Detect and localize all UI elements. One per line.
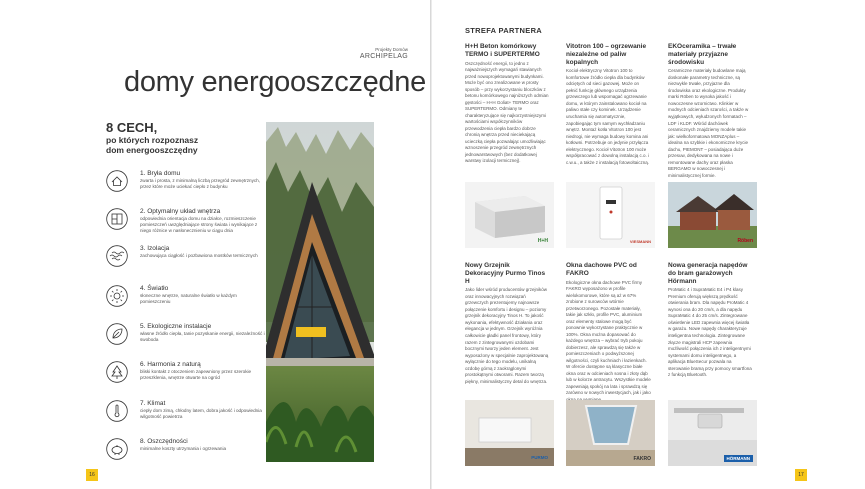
feature-desc: zwarta i prosta, z minimalną liczbą przegród zewnętrznych, przez które może uciekać ciepło z budynku xyxy=(140,178,260,190)
roben-logo: Röben xyxy=(737,238,753,244)
feature-title: 5. Ekologiczne instalacje xyxy=(140,323,212,330)
feature-desc: ciepły dom zimą, chłodny latem, dobra jakość i odpowiednia wilgotność powietrza xyxy=(140,408,262,420)
vitotron-product-image xyxy=(566,182,655,248)
brand-block xyxy=(360,48,408,61)
right-page xyxy=(432,0,865,489)
partner-body: Kocioł elektryczny Vitotron 100 to komfortowe źródło ciepła dla budynków odciętych od sieci gazowej. Może on pełnić funkcję głównego urządzenia grzewczego lub wspomagać ogrzewanie domu, w którym zainstalowano kocioł na paliwo stałe czy kominek. Urządzenie uruchamia się automatycznie, zapobiegając tym samym wychładzaniu wnętrz. Montaż kotła Vitotron 100 jest niedrogi, nie wymaga budowy komina ani kotłowni. Potrzebuje on jedynie przyłącza elektrycznego. Kocioł Vitotron 100 może współpracować z dowolną instalacją c.o. i c.w.u., a także z instalacją fotowoltaiczną. xyxy=(566,68,650,165)
hormann-product-image xyxy=(668,400,757,466)
features-header-line2: po których rozpoznasz xyxy=(106,135,199,145)
fakro-logo: FAKRO xyxy=(633,456,651,462)
thermometer-icon xyxy=(106,400,128,422)
feature-desc: odpowiednia orientacja domu na działce, rozmieszczenie pomieszczeń uwzględniające strony świata i wynikające z niego różnice w nasłonecznieniu w ciągu dnia xyxy=(140,216,258,234)
piggy-bank-icon xyxy=(106,438,128,460)
purmo-logo: PURMO xyxy=(531,455,548,460)
features-header xyxy=(106,120,201,155)
layout-icon xyxy=(106,208,128,230)
insulation-icon xyxy=(106,245,128,267)
feature-title: 6. Harmonia z naturą xyxy=(140,361,201,368)
tree-icon xyxy=(106,361,128,383)
hh-logo: H+H xyxy=(537,238,548,244)
feature-desc: minimalne koszty utrzymania i ogrzewania xyxy=(140,446,227,451)
feature-title: 2. Optymalny układ wnętrza xyxy=(140,208,221,215)
page-number-right: 17 xyxy=(795,469,807,481)
partner-column xyxy=(668,262,753,379)
purmo-product-image xyxy=(465,400,554,466)
feature-title: 8. Oszczędności xyxy=(140,438,188,445)
house-photo xyxy=(266,122,374,462)
feature-desc: własne źródło ciepła, tanie pozyskanie energii, niezależność i swoboda xyxy=(140,331,265,343)
house-icon xyxy=(106,170,128,192)
roben-product-image xyxy=(668,182,757,248)
feature-title: 7. Klimat xyxy=(140,400,166,407)
partner-body: Oszczędność energii, to jedno z najważniejszych wymagań stawianych przed nowoprojektowanymi budynkami. Może być ono zrealizowane w prosty sposób – przy wykorzystaniu bloczków z betonu komórkowego najniższych odmian gęstości – H+H Goliat+ TERMO oraz SUPERTERMO. Odmiany te charakteryzujące się najkorzystniejszymi wartościami współczynników przewodzenia ciepła bardzo dobrze chronią wnętrza przed nieciekającą ucieczką ciepła pozwalając umożliwiając wznoszenie przegród zewnętrznych jednowarstwowych (bez dodatkowej warstwy izolacji termicznej). xyxy=(465,60,549,164)
partner-column xyxy=(566,43,651,166)
hero-title: domy energooszczędne xyxy=(124,66,426,98)
fakro-product-image xyxy=(566,400,655,466)
feature-desc: bliski kontakt z otoczeniem zapewniony przez szerokie przeszklenia, wnętrze otwarte na ogród xyxy=(140,369,252,381)
feature-desc: słoneczne wnętrze, naturalne światło w każdym pomieszczeniu xyxy=(140,293,237,305)
sun-icon xyxy=(106,285,128,307)
feature-title: 4. Światło xyxy=(140,285,169,292)
hormann-logo: HÖRMANN xyxy=(724,455,754,462)
partner-title: Okna dachowe PVC od FAKRO xyxy=(566,262,637,277)
viessmann-logo: VIESMANN xyxy=(629,239,651,244)
brand-subtitle: Projekty Domów xyxy=(375,47,408,52)
partner-title: H+H Beton komórkowy TERMO i SUPERTERMO xyxy=(465,43,540,58)
left-page xyxy=(0,0,430,489)
page-number-left: 16 xyxy=(86,469,98,481)
partner-title: Nowy Grzejnik Dekoracyjny Purmo Tinos H xyxy=(465,262,546,285)
partner-column xyxy=(566,262,651,403)
partner-column xyxy=(465,43,550,165)
partner-column xyxy=(465,262,550,385)
partner-body: Jako lider wśród producentów grzejników oraz innowacyjnych rozwiązań grzewczych prezentujemy najnowsze połączenie komfortu i designu – poziomy grzejnik dekoracyjny Tinos H. To jakość wykonania, efektywność działania oraz elegancja w jednym. Grzejnik wyróżnia całkowicie gładki panel frontowy, który razem z zintegrowanymi ozdobami bocznymi tworzy jeden element. Jest wyposażony w specjalnie zaprojektowaną wyłącznie do tego modelu, unikalną ozdobę górną z zaokrąglonymi prostokątnymi otworami. Razem tworzą piękny, minimalistyczny detal do wnętrza. xyxy=(465,287,549,384)
partner-title: EKOceramika – trwałe materiały przyjazne środowisku xyxy=(668,43,737,66)
feature-title: 3. Izolacja xyxy=(140,245,170,252)
features-header-line3: dom energooszczędny xyxy=(106,145,198,156)
feature-desc: zachowująca ciągłość i pozbawiona mostków termicznych xyxy=(140,253,258,258)
brand-name: ARCHIPELAG xyxy=(359,52,408,60)
leaf-icon xyxy=(106,323,128,345)
partner-column xyxy=(668,43,753,179)
partner-body: Ekologiczne okna dachowe PVC firmy FAKRO wyposażono w profile wielokomorowe, które są aż w 67% zrobione z surowców wtórnie przetworzonego. Pozostałe materiały, takie jak szkło, profile PVC, aluminium oraz elementy stalowe mogą być ponownie wykorzystane praktycznie w 100%. Okna można dopasować do każdego wnętrza – wybrać tryb pokoju dobierzesz, ale sprawdzą się także w pomieszczeniach o podwyższonej wilgotności, czyli kuchniach i łazienkach. W ofercie dostępne są klasyczne białe okna oraz w odcieniach sosna i złoty dąb lub w kolorze antracytu. Wszystkie modele zapewniają spokój na lata i sprawdzą się zarówno w nowych inwestycjach, jak i jako xyxy=(566,279,651,396)
feature-title: 1. Bryła domu xyxy=(140,170,181,177)
features-header-line1: 8 CECH, xyxy=(106,120,158,135)
partner-body: Ceramiczne materiały budowlane mają doskonałe parametry techniczne, są niezwykle trwałe, przyjazne dla środowiska oraz ekologiczne. Produkty marki Röben to wysoka jakość i nowoczesne wzornictwo. Klinkier w modnych odcieniach szarości, a także w wyjątkowych, wyłudzonych formatach – LDF i KLDF. Wśród dachówek ceramicznych znajdziemy modele takie jak: wielkoformatowa MONZAplus – idealna na szybkie i ekonomiczne krycie dachu, PIEMONT – posiadająca duże przesuw, dedykowana na nowe i remontowane dachy oraz płaska BERGAMO w nowoczesnej i minimalistycznej formie. xyxy=(668,68,749,178)
hh-product-image xyxy=(465,182,554,248)
section-title: STREFA PARTNERA xyxy=(465,26,543,35)
partner-body: ProMatic 4 i SupraMatic E4 i P4 klasy Premium oferują większą prędkość otwierania bram. Dla napędu ProMatic 4 wynosi ona do 20 cm/s, a dla napędu SupraMatic 4 do 25 cm/s. Zintegrowane oświetlenie LED zapewnia więcej światła w garażu. Nowe napędy charakteryzuje inteligentna technologia. Zintegrowane złącze magistrali HCP zapewnia możliwość połączenia ich z inteligentnymi systemami domu inteligentnego, a aplikacja BlueSecur pozwala na sterowanie bramą przy pomocy smartfona z funkcją Bluetooth. xyxy=(668,287,752,378)
partner-title: Nowa generacja napędów do bram garażowych Hörmann xyxy=(668,262,748,285)
partner-title: Vitotron 100 – ogrzewanie niezależne od paliw kopalnych xyxy=(566,43,647,66)
